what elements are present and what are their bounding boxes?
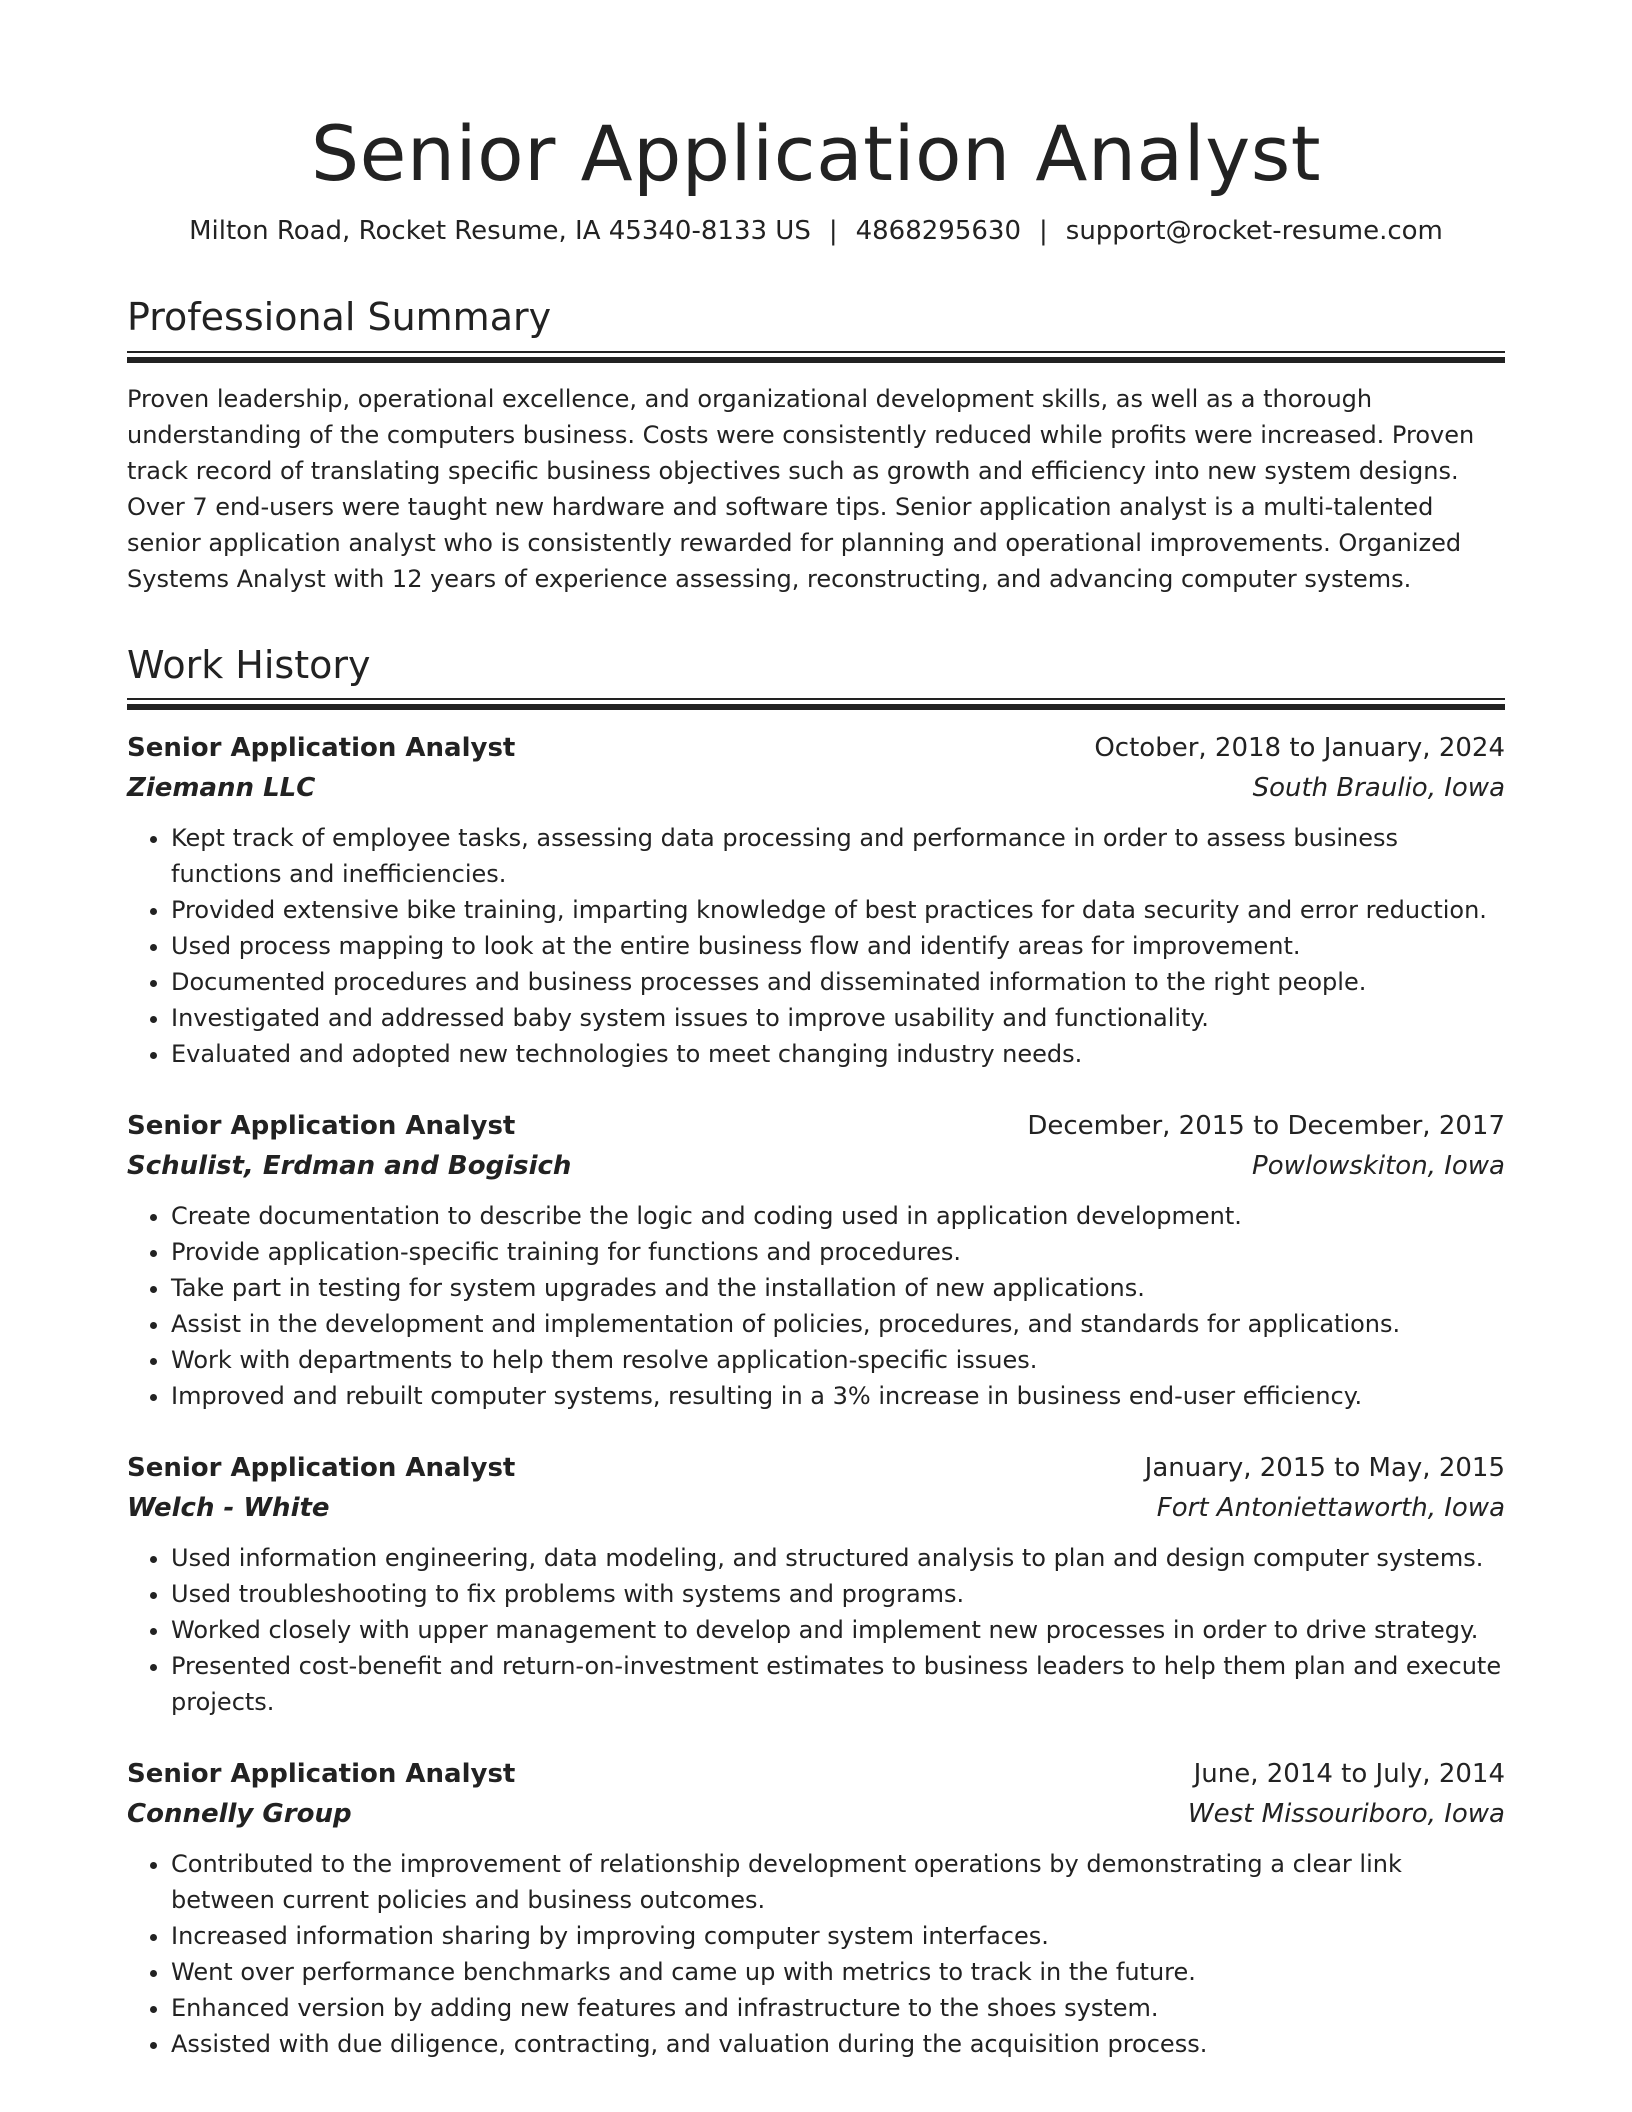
job-dates: January, 2015 to May, 2015 [1144, 1453, 1505, 1484]
job-bullet: • Contributed to the improvement of relationship development operations by demonstrating a clear link between current policies and business outcomes. [171, 1846, 1505, 1918]
job-bullet: • Take part in testing for system upgrades and the installation of new applications. [171, 1270, 1505, 1306]
job-bullet-list [127, 1540, 1505, 1720]
job-bullet-list [127, 1846, 1505, 2062]
job-bullet: • Kept track of employee tasks, assessing data processing and performance in order to assess business functions and inefficiencies. [171, 820, 1505, 892]
job-dates: December, 2015 to December, 2017 [1027, 1111, 1505, 1142]
job-bullet: • Enhanced version by adding new features and infrastructure to the shoes system. [171, 1990, 1505, 2026]
job-header-row [127, 1448, 1505, 1488]
job-title: Senior Application Analyst [127, 1111, 516, 1142]
job-company: Connelly Group [127, 1799, 352, 1830]
work-history-section [127, 643, 1505, 2063]
job-entry [127, 1448, 1505, 1720]
job-location: Powlowskiton, Iowa [1252, 1151, 1505, 1182]
job-bullet-list [127, 1198, 1505, 1414]
job-location: West Missouriboro, Iowa [1187, 1799, 1505, 1830]
job-company-row [127, 1146, 1505, 1186]
job-title: Senior Application Analyst [127, 733, 516, 764]
job-bullet: • Assisted with due diligence, contracting, and valuation during the acquisition process. [171, 2026, 1505, 2062]
job-location: Fort Antoniettaworth, Iowa [1156, 1493, 1505, 1524]
professional-summary-section [127, 295, 1505, 597]
job-header-row [127, 728, 1505, 768]
job-entry [127, 1106, 1505, 1414]
job-bullet: • Investigated and addressed baby system issues to improve usability and functionality. [171, 1000, 1505, 1036]
job-bullet: • Went over performance benchmarks and came up with metrics to track in the future. [171, 1954, 1505, 1990]
job-bullet: • Assist in the development and implementation of policies, procedures, and standards for applications. [171, 1306, 1505, 1342]
job-location: South Braulio, Iowa [1252, 773, 1505, 804]
job-bullet: • Used information engineering, data modeling, and structured analysis to plan and design computer systems. [171, 1540, 1505, 1576]
job-bullet: • Improved and rebuilt computer systems, resulting in a 3% increase in business end-user efficiency. [171, 1378, 1505, 1414]
contact-separator: | [828, 216, 838, 247]
job-bullet-list [127, 820, 1505, 1072]
job-bullet: • Documented procedures and business processes and disseminated information to the right people. [171, 964, 1505, 1000]
job-entry [127, 1754, 1505, 2062]
job-company: Schulist, Erdman and Bogisich [127, 1151, 572, 1182]
job-header-row [127, 1106, 1505, 1146]
job-bullet: • Worked closely with upper management to develop and implement new processes in order to drive strategy. [171, 1612, 1505, 1648]
contact-phone: 4868295630 [855, 216, 1022, 247]
job-bullet: • Evaluated and adopted new technologies to meet changing industry needs. [171, 1036, 1505, 1072]
job-bullet: • Provided extensive bike training, imparting knowledge of best practices for data security and error reduction. [171, 892, 1505, 928]
job-bullet: • Provide application-specific training for functions and procedures. [171, 1234, 1505, 1270]
contact-separator: | [1039, 216, 1048, 247]
section-divider [127, 698, 1505, 710]
job-company: Ziemann LLC [127, 773, 316, 804]
resume-title: Senior Application Analyst [310, 109, 1322, 198]
job-bullet: • Increased information sharing by improving computer system interfaces. [171, 1918, 1505, 1954]
job-bullet: • Work with departments to help them resolve application-specific issues. [171, 1342, 1505, 1378]
job-entry [127, 728, 1505, 1072]
section-heading-summary: Professional Summary [127, 295, 552, 340]
job-company-row [127, 768, 1505, 808]
job-dates: October, 2018 to January, 2024 [1094, 733, 1505, 764]
contact-email: support@rocket-resume.com [1065, 216, 1443, 247]
job-title: Senior Application Analyst [127, 1759, 516, 1790]
job-dates: June, 2014 to July, 2014 [1193, 1759, 1505, 1790]
job-bullet: • Used troubleshooting to fix problems with systems and programs. [171, 1576, 1505, 1612]
job-title: Senior Application Analyst [127, 1453, 516, 1484]
contact-line [127, 215, 1505, 249]
section-divider [127, 351, 1505, 363]
job-bullet: • Used process mapping to look at the entire business flow and identify areas for improvement. [171, 928, 1505, 964]
job-company-row [127, 1488, 1505, 1528]
contact-address: Milton Road, Rocket Resume, IA 45340-8133 US [189, 216, 811, 247]
job-bullet: • Create documentation to describe the logic and coding used in application development. [171, 1198, 1505, 1234]
job-company: Welch - White [127, 1493, 330, 1524]
section-heading-work-history: Work History [127, 642, 371, 687]
job-header-row [127, 1754, 1505, 1794]
job-company-row [127, 1794, 1505, 1834]
summary-text: Proven leadership, operational excellence, and organizational development skills, as well as a thorough understanding of the computers business. Costs were consistently reduced while profits were increased. Proven track record of translating specific business objectives such as growth and efficiency into new system designs. Over 7 end-users were taught new hardware and software tips. Senior application analyst is a multi-talented senior application analyst who is consistently rewarded for planning and operational improvements. Organized Systems Analyst with 12 years of experience assessing, reconstructing, and advancing computer systems. [127, 384, 1475, 593]
job-bullet: • Presented cost-benefit and return-on-investment estimates to business leaders to help them plan and execute projects. [171, 1648, 1505, 1720]
